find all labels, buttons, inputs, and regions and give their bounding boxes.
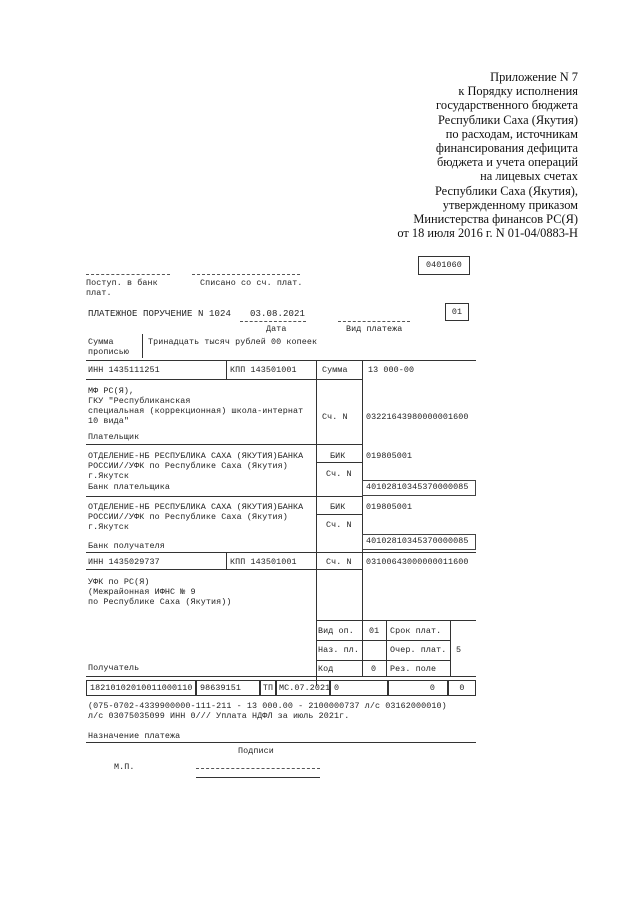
payee-bik: 019805001 <box>366 502 413 512</box>
status-value: 01 <box>451 307 463 317</box>
amount-words-label-2: прописью <box>88 347 130 357</box>
payer-label: Плательщик <box>88 432 140 442</box>
debited-label: Списано со сч. плат. <box>200 278 303 288</box>
okud-box <box>418 256 470 275</box>
received-label: Поступ. в банк <box>86 278 158 288</box>
tax-field-basis <box>260 680 276 696</box>
payee-bank-label: Банк получателя <box>88 541 165 551</box>
grid-line <box>386 620 387 676</box>
tax-field-period <box>276 680 330 696</box>
grid-line <box>86 496 316 497</box>
grid-line <box>316 620 476 621</box>
payment-type-underline <box>338 321 410 322</box>
payer-account: 03221643980000001600 <box>366 412 469 422</box>
doc-date-value: 0 <box>429 683 435 693</box>
code-value: 0 <box>371 664 377 674</box>
payer-name-line: МФ РС(Я), <box>88 386 135 396</box>
form-title: ПЛАТЕЖНОЕ ПОРУЧЕНИЕ N 1024 <box>88 309 232 319</box>
appendix-header <box>318 70 578 240</box>
appendix-line: к Порядку исполнения <box>458 84 578 99</box>
appendix-line: финансирования дефицита <box>435 141 578 156</box>
appendix-line: от 18 июля 2016 г. N 01-04/0883-Н <box>397 226 578 241</box>
grid-line <box>316 444 362 445</box>
payee-bank-line: ОТДЕЛЕНИЕ-НБ РЕСПУБЛИКА САХА (ЯКУТИЯ)БАНКА <box>88 502 304 512</box>
grid-line <box>362 620 363 676</box>
okud-code: 0401060 <box>426 260 462 270</box>
appendix-line: Республики Саха (Якутия) <box>438 112 578 127</box>
op-type-label: Вид оп. <box>318 626 354 636</box>
payee-bank-line: г.Якутск <box>88 522 130 532</box>
purpose-caption: Назначение платежа <box>88 731 181 741</box>
payment-type-label: Вид платежа <box>346 324 403 334</box>
payer-name-line: 10 вида" <box>88 416 130 426</box>
payee-bik-label: БИК <box>330 502 346 512</box>
amount-value: 13 000-00 <box>368 365 415 375</box>
grid-line <box>362 360 363 484</box>
form-date: 03.08.2021 <box>250 309 306 319</box>
grid-line <box>316 514 362 515</box>
payer-account-label: Сч. N <box>322 412 348 422</box>
code-label: Код <box>318 664 334 674</box>
received-label-2: плат. <box>86 288 112 298</box>
date-underline <box>240 321 306 322</box>
grid-line <box>226 552 227 569</box>
op-type: 01 <box>369 626 380 636</box>
appendix-line: утвержденному приказом <box>442 197 578 212</box>
payee-account-label: Сч. N <box>326 557 352 567</box>
payer-bik: 019805001 <box>366 451 413 461</box>
payee-inn: ИНН 1435029737 <box>88 557 160 567</box>
tax-field-oktmo <box>196 680 260 696</box>
payee-account: 03100643000000011600 <box>366 557 469 567</box>
tax-field-kbk <box>86 680 196 696</box>
status-box <box>445 303 469 321</box>
kbk-value: 18210102010011000110 <box>90 683 193 693</box>
received-line <box>86 274 170 275</box>
payer-inn: ИНН 1435111251 <box>88 365 160 375</box>
grid-line <box>86 379 316 380</box>
oktmo-value: 98639151 <box>200 683 242 693</box>
signature-line[interactable] <box>196 768 320 769</box>
grid-line <box>316 640 450 641</box>
divider <box>142 334 143 358</box>
type-value: 0 <box>459 683 465 693</box>
payee-name-line: УФК по РС(Я) <box>88 577 150 587</box>
appendix-line: государственного бюджета <box>436 98 578 113</box>
tax-field-type <box>448 680 476 696</box>
purpose-line: (075-0702-4339900000-111-211 - 13 000.00 - 2100000737 л/с 03162000010) <box>88 701 447 711</box>
amount-label: Сумма <box>322 365 348 375</box>
purpose-underline <box>86 742 476 743</box>
grid-line <box>86 552 476 553</box>
due-label: Срок плат. <box>390 626 442 636</box>
grid-line <box>86 569 316 570</box>
payee-label: Получатель <box>88 663 140 673</box>
grid-line <box>86 360 476 361</box>
signatures-label: Подписи <box>238 746 274 756</box>
grid-line <box>450 620 451 676</box>
grid-line <box>316 569 362 570</box>
date-label: Дата <box>266 324 287 334</box>
tax-field-doc-number <box>330 680 388 696</box>
payer-kpp: КПП 143501001 <box>230 365 297 375</box>
payee-bank-line: РОССИИ//УФК по Республике Саха (Якутия) <box>88 512 288 522</box>
grid-line <box>86 444 316 445</box>
grid-line <box>362 496 363 620</box>
grid-line <box>226 360 227 379</box>
appendix-line: Приложение N 7 <box>490 70 578 84</box>
grid-line <box>86 676 476 677</box>
payer-corr-label: Сч. N <box>326 469 352 479</box>
appendix-line: на лицевых счетах <box>480 169 578 184</box>
purpose-code-label: Наз. пл. <box>318 645 360 655</box>
payer-corr-account: 40102810345370000085 <box>366 482 469 492</box>
doc-number-value: 0 <box>334 683 340 693</box>
payee-corr-label: Сч. N <box>326 520 352 530</box>
signature-line-2[interactable] <box>196 777 320 778</box>
grid-line <box>316 496 362 497</box>
grid-line <box>316 462 362 463</box>
grid-line <box>316 379 362 380</box>
period-value: МС.07.2021 <box>279 683 331 693</box>
payee-corr-account: 40102810345370000085 <box>366 536 469 546</box>
appendix-line: бюджета и учета операций <box>436 155 578 170</box>
appendix-line: Республики Саха (Якутия), <box>434 183 578 198</box>
reserve-label: Рез. поле <box>390 664 437 674</box>
purpose-line: л/с 03075035099 ИНН 0/// Уплата НДФЛ за июль 2021г. <box>88 711 350 721</box>
payer-bank-label: Банк плательщика <box>88 482 171 492</box>
order-label: Очер. плат. <box>390 645 447 655</box>
tax-field-doc-date <box>388 680 448 696</box>
payer-bik-label: БИК <box>330 451 346 461</box>
debited-line <box>192 274 300 275</box>
payee-name-line: (Межрайонная ИФНС № 9 <box>88 587 196 597</box>
order-value: 5 <box>456 645 462 655</box>
payee-name-line: по Республике Саха (Якутия)) <box>88 597 232 607</box>
stamp-label: М.П. <box>114 762 135 772</box>
grid-line <box>316 660 450 661</box>
payer-bank-line: ОТДЕЛЕНИЕ-НБ РЕСПУБЛИКА САХА (ЯКУТИЯ)БАНКА <box>88 451 304 461</box>
payer-bank-line: РОССИИ//УФК по Республике Саха (Якутия) <box>88 461 288 471</box>
appendix-line: Министерства финансов РС(Я) <box>413 212 578 227</box>
grid-line <box>316 360 317 686</box>
appendix-line: по расходам, источникам <box>445 126 578 141</box>
basis-value: ТП <box>262 683 274 693</box>
payer-name-line: ГКУ "Республиканская <box>88 396 191 406</box>
payer-name-line: специальная (коррекционная) школа-интернат <box>88 406 304 416</box>
amount-words: Тринадцать тысяч рублей 00 копеек <box>148 337 318 347</box>
amount-words-label: Сумма <box>88 337 114 347</box>
payee-kpp: КПП 143501001 <box>230 557 297 567</box>
payer-bank-line: г.Якутск <box>88 471 130 481</box>
